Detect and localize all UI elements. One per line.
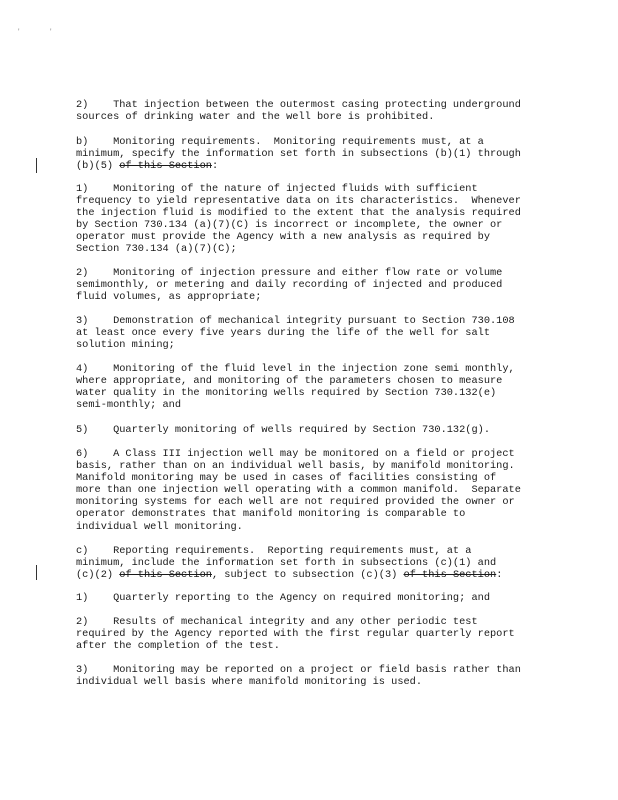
text-segment: b) Monitoring requirements. Monitoring requirements must, at a	[76, 136, 484, 148]
text-segment: sources of drinking water and the well bore is prohibited.	[76, 111, 435, 124]
text-line	[76, 315, 546, 327]
text-segment: (c)(2)	[76, 569, 120, 582]
text-segment: 5) Quarterly monitoring of wells required by Section 730.132(g).	[76, 424, 491, 436]
text-line	[76, 496, 546, 508]
paragraph-b3-mechanical-integrity	[76, 315, 546, 351]
text-segment: individual well basis where manifold monitoring is used.	[76, 676, 423, 689]
paragraph-c3-project-basis	[76, 664, 546, 688]
text-segment: water quality in the monitoring wells required by Section 730.132(e)	[76, 387, 497, 400]
text-segment: , subject to subsection (c)(3)	[211, 569, 404, 582]
corner-mark-left: '	[17, 28, 21, 35]
text-line	[76, 448, 546, 460]
text-segment: 2) Monitoring of injection pressure and either flow rate or volume	[76, 267, 503, 279]
paragraph-b2-injection-pressure	[76, 267, 546, 303]
paragraph-2-casing	[76, 99, 546, 123]
text-segment: 3) Monitoring may be reported on a project or field basis rather than	[76, 664, 521, 676]
text-line	[76, 375, 546, 387]
text-segment: semimonthly, or metering and daily recording of injected and produced	[76, 279, 503, 292]
text-line	[76, 291, 546, 303]
text-segment: 3) Demonstration of mechanical integrity pursuant to Section 730.108	[76, 315, 515, 327]
text-line	[76, 557, 546, 569]
text-line	[76, 521, 546, 533]
text-line	[76, 664, 546, 676]
text-segment: individual well monitoring.	[76, 520, 243, 533]
text-segment: minimum, specify the information set forth in subsections (b)(1) through	[76, 148, 521, 161]
text-segment: :	[211, 160, 219, 173]
text-line	[76, 327, 546, 339]
struck-text: of this Section	[119, 160, 212, 173]
text-line	[76, 628, 546, 640]
text-segment: (b)(5)	[76, 160, 120, 173]
text-line	[76, 160, 546, 172]
text-segment: minimum, include the information set forth in subsections (c)(1) and	[76, 557, 497, 570]
text-segment: :	[496, 569, 503, 582]
text-segment: more than one injection well operating with a common manifold. Separate	[76, 484, 521, 497]
text-segment: 2) Results of mechanical integrity and any other periodic test	[76, 616, 478, 628]
text-segment: 6) A Class III injection well may be monitored on a field or project	[76, 448, 515, 460]
text-line	[76, 136, 546, 148]
revision-bar	[36, 158, 37, 173]
paragraph-b1-injected-fluids	[76, 183, 546, 256]
text-segment: semi-monthly; and	[76, 399, 182, 412]
text-line	[76, 148, 546, 160]
text-line	[76, 267, 546, 279]
text-line	[76, 99, 546, 111]
paragraph-b5-quarterly-monitoring	[76, 424, 546, 436]
paragraph-c-reporting-requirements	[76, 545, 546, 581]
text-line	[76, 243, 546, 255]
text-segment: required by the Agency reported with the first regular quarterly report	[76, 628, 515, 641]
text-line	[76, 183, 546, 195]
text-line	[76, 339, 546, 351]
text-line	[76, 616, 546, 628]
struck-text: of this Section	[119, 569, 212, 582]
text-segment: 1) Quarterly reporting to the Agency on required monitoring; and	[76, 592, 491, 604]
text-line	[76, 569, 546, 581]
text-line	[76, 195, 546, 207]
text-segment: operator demonstrates that manifold monitoring is comparable to	[76, 508, 466, 521]
text-line	[76, 640, 546, 652]
text-segment: solution mining;	[76, 339, 175, 352]
paragraph-c1-quarterly-reporting	[76, 592, 546, 604]
text-line	[76, 111, 546, 123]
text-segment: basis, rather than on an individual well basis, by manifold monitoring.	[76, 460, 515, 473]
text-line	[76, 231, 546, 243]
revision-bar	[36, 565, 37, 580]
text-line	[76, 219, 546, 231]
text-segment: the injection fluid is modified to the extent that the analysis required	[76, 207, 521, 220]
text-line	[76, 545, 546, 557]
paragraph-b6-class-iii-well	[76, 448, 546, 533]
text-segment: monitoring systems for each well are not required provided the owner or	[76, 496, 515, 509]
text-line	[76, 387, 546, 399]
text-line	[76, 472, 546, 484]
text-line	[76, 207, 546, 219]
text-line	[76, 363, 546, 375]
text-segment: Section 730.134 (a)(7)(C);	[76, 243, 237, 256]
text-segment: after the completion of the test.	[76, 640, 280, 653]
paragraph-b4-fluid-level	[76, 363, 546, 411]
text-line	[76, 484, 546, 496]
corner-mark-right: '	[49, 28, 53, 35]
text-line	[76, 424, 546, 436]
paragraph-c2-mechanical-integrity-results	[76, 616, 546, 652]
text-segment: 2) That injection between the outermost casing protecting underground	[76, 99, 521, 111]
text-segment: where appropriate, and monitoring of the parameters chosen to measure	[76, 375, 503, 388]
text-segment: 1) Monitoring of the nature of injected fluids with sufficient	[76, 183, 478, 195]
text-segment: 4) Monitoring of the fluid level in the injection zone semi monthly,	[76, 363, 515, 375]
text-segment: fluid volumes, as appropriate;	[76, 291, 262, 304]
text-segment: operator must provide the Agency with a new analysis as required by	[76, 231, 491, 244]
text-line	[76, 460, 546, 472]
text-segment: Manifold monitoring may be used in cases of facilities consisting of	[76, 472, 497, 485]
text-line	[76, 399, 546, 411]
paragraph-b-monitoring-requirements	[76, 136, 546, 172]
text-segment: by Section 730.134 (a)(7)(C) is incorrect or incomplete, the owner or	[76, 219, 503, 232]
text-line	[76, 508, 546, 520]
text-segment: at least once every five years during the life of the well for salt	[76, 327, 491, 340]
struck-text: of this Section	[403, 569, 497, 582]
text-segment: frequency to yield representative data on its characteristics. Whenever	[76, 195, 521, 208]
text-line	[76, 592, 546, 604]
text-segment: c) Reporting requirements. Reporting requirements must, at a	[76, 545, 472, 557]
text-line	[76, 279, 546, 291]
text-line	[76, 676, 546, 688]
